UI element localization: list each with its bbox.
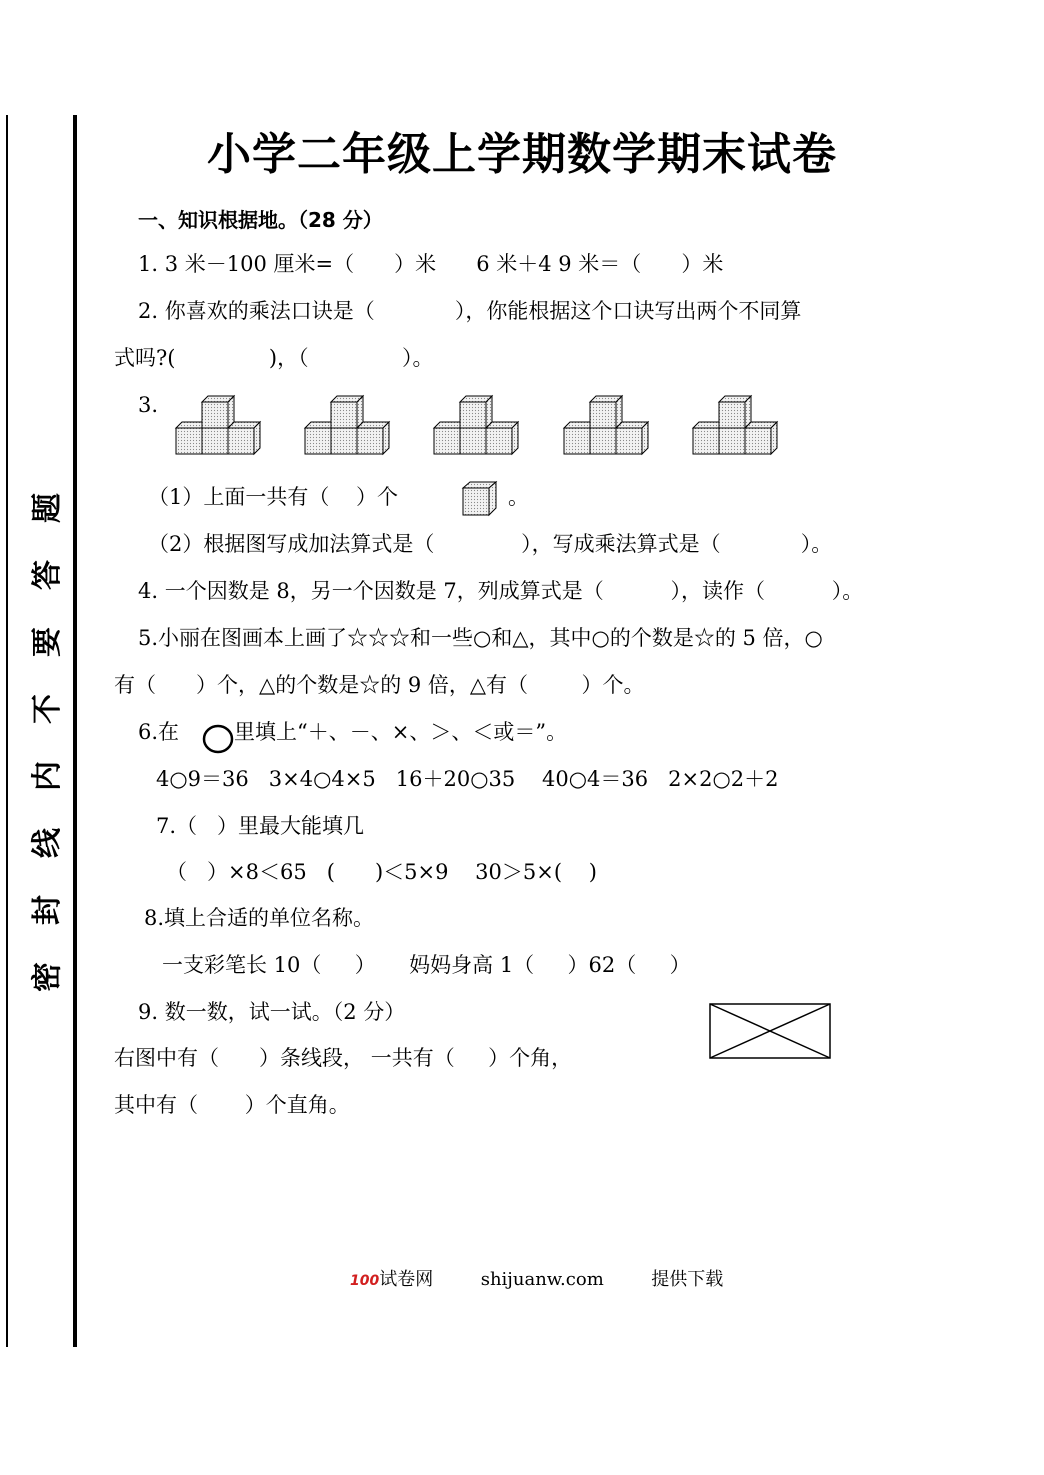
question-3-label: 3. — [138, 393, 159, 417]
footer-download: 提供下载 — [651, 1269, 724, 1290]
question-3-part-1-end: 。 — [508, 485, 529, 509]
page-title: 小学二年级上学期数学期末试卷 — [207, 129, 837, 180]
single-cube-icon — [461, 480, 499, 518]
cube-group-figure — [432, 388, 522, 456]
footer-site-name: 试卷网 — [379, 1269, 434, 1290]
footer-logo: 100 — [350, 1273, 380, 1289]
seal-char: 线 — [30, 828, 65, 858]
seal-char: 密 — [30, 962, 65, 992]
seal-char: 封 — [30, 895, 65, 925]
seal-char: 答 — [30, 560, 65, 590]
margin-line-thin — [6, 115, 8, 1347]
question-9-line-2: 右图中有（ ）条线段， 一共有（ ）个角， — [114, 1046, 573, 1070]
question-3-part-1: （1）上面一共有（ ）个 — [148, 485, 399, 509]
question-1: 1. 3 米－100 厘米=（ ）米 6 米＋4 9 米＝（ ）米 — [138, 252, 724, 276]
question-9: 9. 数一数，试一试。（2 分） — [138, 1000, 406, 1024]
cube-group-figure — [303, 388, 393, 456]
question-4: 4. 一个因数是 8，另一个因数是 7，列成算式是（ ），读作（ ）。 — [138, 579, 864, 603]
seal-char: 要 — [30, 627, 65, 657]
question-9-line-3: 其中有（ ）个直角。 — [114, 1093, 350, 1117]
question-5-line-2: 有（ ）个，△的个数是☆的 9 倍，△有（ ）个。 — [114, 673, 645, 697]
seal-char: 题 — [30, 493, 65, 523]
circle-icon — [202, 724, 234, 754]
rectangle-diagonals-figure — [708, 1002, 832, 1060]
question-7-expressions: （ ）×8＜65 ( )＜5×9 30＞5×( ) — [166, 860, 597, 884]
seal-char: 不 — [30, 694, 65, 724]
cube-group-figure — [691, 388, 781, 456]
question-6-text: 里填上“＋、－、×、＞、＜或＝”。 — [234, 720, 568, 744]
question-8: 8.填上合适的单位名称。 — [144, 906, 375, 930]
question-3-part-2: （2）根据图写成加法算式是（ ），写成乘法算式是（ ）。 — [148, 532, 833, 556]
question-5-line-1: 5.小丽在图画本上画了☆☆☆和一些○和△，其中○的个数是☆的 5 倍，○ — [138, 626, 823, 650]
question-8-expressions: 一支彩笔长 10（ ） 妈妈身高 1（ ）62（ ） — [162, 953, 691, 977]
seal-line-text — [30, 490, 80, 1026]
question-6-prefix: 6.在 — [138, 720, 180, 744]
footer — [350, 1268, 723, 1293]
cube-group-figure — [562, 388, 652, 456]
seal-char: 内 — [30, 761, 65, 791]
cube-group-figure — [174, 388, 264, 456]
question-7: 7.（ ）里最大能填几 — [156, 814, 365, 838]
question-2-line-1: 2. 你喜欢的乘法口诀是（ ），你能根据这个口诀写出两个不同算 — [138, 299, 802, 323]
question-2-line-2: 式吗?( )，（ ）。 — [114, 346, 434, 370]
section-heading: 一、知识根据地。（28 分） — [138, 208, 383, 232]
footer-url[interactable]: shijuanw.com — [480, 1269, 604, 1290]
question-6-expressions: 4○9＝36 3×4○4×5 16＋20○35 40○4＝36 2×2○2＋2 — [156, 767, 779, 791]
